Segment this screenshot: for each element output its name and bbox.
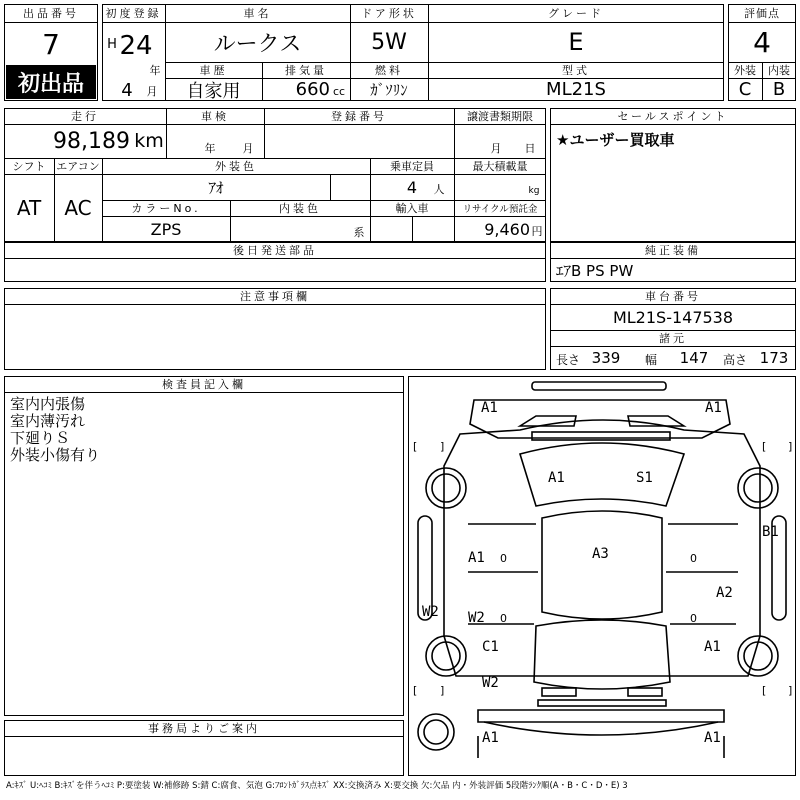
ext-label: 外装 (734, 64, 756, 77)
damage-mark: A3 (592, 546, 609, 562)
zero-mark: 0 (500, 552, 507, 565)
grade-label: グレード (548, 7, 604, 20)
first-listing-badge: 初出品 (6, 65, 96, 99)
inspector-label: 検査員記入欄 (162, 378, 246, 391)
damage-mark: W2 (468, 610, 485, 626)
mileage-label: 走行 (71, 110, 99, 123)
later-parts-label: 後日発送部品 (233, 244, 317, 257)
ext-color: ｱｵ (208, 178, 224, 197)
inspector-note: 下廻りＳ (10, 429, 71, 447)
length-label: 長さ (555, 352, 580, 367)
height: 173 (759, 349, 789, 367)
recycle-fee: 9,460 (484, 219, 530, 239)
first-reg-label: 初度登録 (105, 7, 162, 20)
grade: E (568, 28, 584, 56)
first-reg-month: 4 (121, 80, 133, 100)
transfer-deadline-label: 譲渡書類期限 (467, 110, 533, 123)
damage-mark: A1 (468, 550, 485, 566)
capacity-label: 乗車定員 (390, 160, 434, 173)
damage-mark: C1 (482, 639, 499, 655)
shift: AT (16, 196, 42, 220)
inspector-notes (10, 396, 100, 464)
year-unit: 年 (149, 64, 161, 77)
inspection-label: 車検 (201, 110, 229, 123)
damage-mark: A1 (705, 400, 722, 416)
capacity: 4 (406, 177, 418, 197)
chassis-label: 車台番号 (645, 290, 701, 303)
first-reg-year: 24 (119, 31, 153, 61)
damage-mark: A1 (704, 730, 721, 746)
score-label: 評価点 (744, 7, 780, 20)
damage-mark: A1 (481, 400, 498, 416)
width-label: 幅 (644, 352, 657, 367)
car-name-label: 車名 (243, 7, 272, 20)
dims-label: 諸元 (659, 332, 687, 345)
int-color-suffix: 系 (353, 226, 365, 239)
int-label: 内装 (768, 64, 790, 77)
model: ML21S (546, 79, 606, 100)
km-unit: km (134, 130, 164, 152)
damage-mark: W2 (422, 604, 439, 620)
history-label: 車歴 (199, 64, 228, 77)
ac: AC (64, 196, 92, 220)
era: H (107, 36, 117, 52)
lot-number: 7 (42, 27, 60, 61)
damage-mark: S1 (636, 470, 653, 486)
mileage: 98,189 (53, 128, 130, 154)
transfer-month: 月 (490, 142, 502, 155)
color-no: ZPS (150, 219, 182, 239)
car-diagram (408, 376, 796, 776)
reg-number-label: 登録番号 (331, 110, 387, 123)
sales-point-label: セールスポイント (617, 110, 729, 123)
equipment-text: ｴｱB PS PW (556, 261, 634, 280)
height-label: 高さ (722, 352, 747, 367)
ext-grade: C (738, 79, 752, 100)
inspector-note: 外装小傷有り (10, 446, 101, 464)
cc-unit: cc (332, 84, 346, 98)
ac-label: エアコン (56, 160, 100, 173)
chassis-number: ML21S-147538 (612, 307, 734, 327)
inspection-year: 年 (204, 142, 216, 155)
sales-point-text: ★ユーザー買取車 (556, 130, 675, 149)
month-unit: 月 (146, 85, 158, 98)
import-label: 輸入車 (395, 202, 429, 215)
bracket-mark: ] (440, 440, 445, 453)
bracket-mark: [ (762, 684, 767, 697)
max-load-unit: kg (528, 186, 540, 196)
damage-mark: A1 (548, 470, 565, 486)
zero-mark: 0 (690, 552, 697, 565)
door-label: ドア形状 (361, 7, 417, 20)
length: 339 (591, 349, 621, 367)
caution-label: 注意事項欄 (240, 290, 310, 303)
shift-label: シフト (12, 160, 46, 173)
car-name: ルークス (213, 31, 302, 57)
model-label: 型式 (562, 64, 590, 77)
transfer-day: 日 (524, 142, 536, 155)
max-load-label: 最大積載量 (472, 160, 528, 173)
door: 5W (371, 29, 407, 55)
damage-mark: A1 (482, 730, 499, 746)
fuel-label: 燃料 (375, 64, 403, 77)
recycle-unit: 円 (531, 225, 543, 238)
history: 自家用 (186, 80, 241, 101)
equipment-label: 純正装備 (645, 244, 701, 257)
damage-mark: B1 (762, 524, 779, 540)
fuel: ｶﾞｿﾘﾝ (370, 81, 408, 99)
inspection-month: 月 (242, 142, 254, 155)
recycle-label: リサイクル預託金 (462, 204, 538, 215)
damage-mark: A1 (704, 639, 721, 655)
bracket-mark: ] (788, 684, 793, 697)
office-label: 事務局よりご案内 (148, 722, 260, 735)
bracket-mark: [ (762, 440, 767, 453)
bracket-mark: ] (788, 440, 793, 453)
score: 4 (753, 25, 771, 59)
zero-mark: 0 (690, 612, 697, 625)
displacement: 660 (295, 79, 330, 100)
damage-mark: A2 (716, 585, 733, 601)
bracket-mark: [ (413, 440, 418, 453)
bracket-mark: [ (413, 684, 418, 697)
inspector-note: 室内薄汚れ (10, 412, 86, 430)
int-color-label: 内装色 (279, 202, 321, 215)
inspector-note: 室内内張傷 (10, 395, 86, 413)
capacity-unit: 人 (433, 183, 445, 196)
ext-color-label: 外装色 (215, 160, 257, 173)
displacement-label: 排気量 (285, 64, 327, 77)
width: 147 (679, 349, 709, 367)
zero-mark: 0 (500, 612, 507, 625)
damage-legend: A:ｷｽﾞ U:ﾍｺﾐ B:ｷｽﾞを伴うﾍｺﾐ P:要塗装 W:補修跡 S:錆 C:腐食、気泡 G:ﾌﾛﾝﾄｶﾞﾗｽ点ｷｽﾞ XX:交換済み X:要交換 欠:欠品 内・外装評価 5段階ﾗﾝｸ順(A・B・C・D・E) 3 (6, 781, 628, 791)
bracket-mark: ] (440, 684, 445, 697)
damage-mark: W2 (482, 675, 499, 691)
int-grade: B (772, 79, 786, 100)
color-no-label: カラーNo. (131, 202, 201, 215)
lot-number-label: 出品番号 (23, 7, 79, 20)
